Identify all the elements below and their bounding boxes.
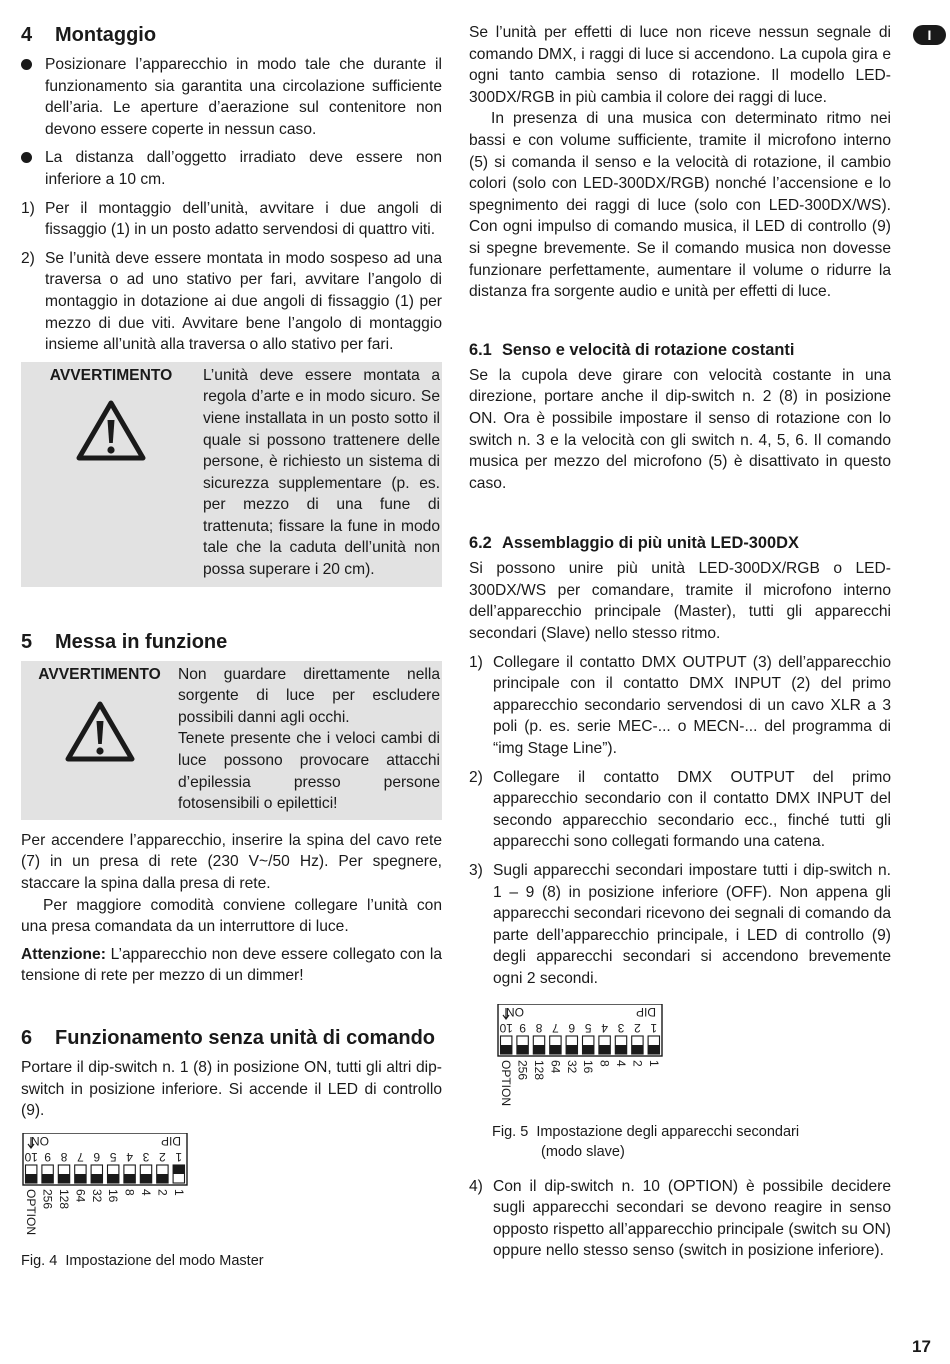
dip-switch-value: 1 [646, 1059, 661, 1067]
dip-switch-knob [566, 1045, 577, 1054]
dip-switch-value: 64 [73, 1188, 88, 1203]
list-item-text: Per il montaggio dell’unità, avvitare i due angoli di fissaggio (1) in un posto adatto servendosi di quattro viti. [45, 199, 442, 239]
paragraph: In presenza di una musica con determinato ritmo nei bassi e con volume sufficiente, tramite il microfono interno (5) si comanda il senso e la velocità di rotazione, il cambio colori (solo con LED-300DX/RGB) nonché l’accensione e lo spegnimento dei raggi di luce (solo con LED-300DX/WS). Con ogni impulso di comando musica, il LED di controllo (9) si spegne brevemente. Se il comando musica non dovesse funzionare perfettamente, aumentare il volume o ridurre la distanza fra sorgente audio e unità per effetti di luce. [469, 110, 891, 301]
section-number: 6.2 [469, 534, 492, 553]
dip-on-label: ON [506, 1004, 524, 1019]
dip-switch-knob [173, 1165, 184, 1174]
dip-switch-diagram [21, 1133, 201, 1243]
dip-switch-value: 2 [155, 1188, 170, 1196]
dip-switch-knob [108, 1174, 119, 1183]
dip-switch-value: 32 [89, 1188, 104, 1203]
dip-switch-knob [583, 1045, 594, 1054]
paragraph: Per accendere l’apparecchio, inserire la spina del cavo rete (7) in un presa di rete (230 V~/50 Hz). Per spegnere, staccare la spina dalla presa di rete. [21, 831, 442, 892]
dip-on-label: ON [31, 1133, 49, 1148]
dip-switch-number: 3 [142, 1149, 150, 1164]
dip-switch-knob [75, 1174, 86, 1183]
caution-text: L’apparecchio non deve essere collegato con la tensione di rete per mezzo di un dimmer! [21, 945, 442, 985]
dip-switch-number: 9 [44, 1149, 51, 1164]
section-number: 6.1 [469, 340, 492, 359]
section-6-heading [21, 1025, 442, 1051]
section-6-2-heading [469, 532, 891, 554]
dip-switch-knob [517, 1045, 528, 1054]
list-item-text: Posizionare l’apparecchio in modo tale che durante il funzionamento sia garantita una circolazione sufficiente dell’aria. Le aperture d’aerazione sul contenitore non devono essere coperte in nessun caso. [45, 56, 442, 138]
list-item-number: 1) [21, 199, 35, 217]
dip-switch-value: 64 [548, 1059, 563, 1073]
language-badge: I [913, 25, 946, 45]
dip-switch-knob [157, 1174, 168, 1183]
dip-switch-number: 6 [568, 1020, 576, 1035]
dip-switch-value: 8 [597, 1059, 612, 1067]
list-item-text: La distanza dall’oggetto irradiato deve essere non inferiore a 10 cm. [45, 149, 442, 188]
bullet-icon [21, 54, 32, 77]
section-title: Messa in funzione [55, 630, 228, 653]
dip-switch-number: 9 [519, 1020, 526, 1035]
section-6-1-heading [469, 339, 891, 361]
dip-switch-number: 5 [584, 1020, 592, 1035]
figure-caption-text: Impostazione del modo Master [65, 1252, 264, 1269]
list-item [469, 1176, 891, 1262]
dip-switch-value: 2 [630, 1059, 645, 1067]
dip-switch-value: OPTION [499, 1059, 514, 1106]
paragraph: Se l’unità per effetti di luce non riceve nessun segnale di comando DMX, i raggi di luce si accendono. La cupola gira e ogni tanto cambia senso di rotazione. Il modello LED-300DX/RGB in più cambia il colore dei raggi di luce. [469, 24, 891, 106]
section-4-heading [21, 22, 442, 48]
dip-switch-number: 2 [159, 1149, 166, 1164]
dip-switch-knob [533, 1045, 544, 1054]
dip-switch-number: 8 [60, 1149, 68, 1164]
dip-switch-knob [124, 1174, 135, 1183]
dip-switch-value: OPTION [24, 1188, 39, 1235]
section-number: 4 [21, 24, 33, 46]
list-item-number: 2) [21, 249, 35, 267]
paragraph: Portare il dip-switch n. 1 (8) in posizione ON, tutti gli altri dip-switch in posizione inferiore. Si accende il LED di controllo (9). [21, 1058, 442, 1120]
dip-switch-number: 4 [601, 1020, 608, 1035]
page-number: 17 [912, 1337, 931, 1356]
dip-switch-value: 32 [564, 1059, 579, 1073]
warning-text: Tenete presente che i veloci cambi di luce possono provocare attacchi d’epilessia presso persone fotosensibili o epilettici! [178, 730, 440, 813]
caution-label: Attenzione: [21, 945, 106, 963]
dip-switch-value: 256 [40, 1188, 55, 1209]
warning-box [21, 661, 442, 820]
paragraph: Se la cupola deve girare con velocità costante in una direzione, portare anche il dip-switch n. 2 (8) in posizione ON. Ora è possibile impostare il senso di rotazione con lo switch n. 3 e la velocità con gli switch n. 4, 5, 6. Il comando musica per mezzo del microfono (5) è disattivato in questo caso. [469, 366, 891, 492]
dip-switch-value: 256 [515, 1059, 530, 1080]
paragraph: Si possono unire più unità LED-300DX/RGB o LED-300DX/WS per comandare, tramite il microfono interno dell’apparecchio principale (Master), tutti gli apparecchi secondari (Slave) nello stesso ritmo. [469, 560, 891, 643]
warning-side [21, 664, 178, 815]
section-number: 5 [21, 630, 33, 653]
dip-switch-figure [21, 1133, 442, 1243]
dip-switch-knob [91, 1174, 102, 1183]
dip-switch-value: 1 [171, 1188, 186, 1196]
dip-switch-value: 4 [139, 1188, 153, 1196]
dip-switch-number: 10 [499, 1020, 513, 1035]
list-item-text: Collegare il contatto DMX OUTPUT del primo apparecchio secondario con il contatto DMX INPUT del secondo apparecchio secondario ecc., finché tutti gli apparecchi sono collegati formando una catena. [493, 768, 891, 851]
list-item-number: 2) [469, 768, 483, 786]
dip-switch-knob [599, 1045, 610, 1054]
figure-label: Fig. 5 [492, 1123, 529, 1140]
dip-switch-figure [496, 1004, 891, 1114]
warning-label: AVVERTIMENTO [38, 665, 161, 683]
list-item-number: 3) [469, 862, 483, 879]
dip-switch-number: 4 [126, 1149, 133, 1164]
dip-switch-number: 3 [617, 1020, 625, 1035]
warning-text: Non guardare direttamente nella sorgente di luce per escludere possibili danni agli occhi. [178, 665, 440, 726]
bullet-icon [21, 147, 32, 170]
dip-switch-value: 16 [581, 1059, 596, 1073]
warning-side [21, 365, 201, 581]
list-item [21, 198, 442, 241]
section-title: Senso e velocità di rotazione costanti [502, 340, 795, 359]
figure-caption [21, 1251, 442, 1271]
warning-label: AVVERTIMENTO [49, 366, 173, 384]
list-item [21, 248, 442, 356]
section-title: Funzionamento senza unità di comando [55, 1026, 436, 1049]
list-item [469, 767, 891, 853]
dip-label: DIP [635, 1004, 656, 1019]
dip-switch-knob [42, 1174, 53, 1183]
list-item [469, 860, 891, 990]
list-item-text: Se l’unità deve essere montata in modo sospeso ad una traversa o ad uno stativo per fari, avvitare l’angolo di montaggio in dotazione ai due angoli di fissaggio (1) per mezzo di due viti. Avvitare bene l’angolo di montaggio insieme all’unità alla traversa o allo stativo per fari. [45, 249, 442, 354]
right-column [469, 22, 891, 1269]
section-number: 6 [21, 1026, 33, 1049]
dip-switch-knob [648, 1045, 659, 1054]
dip-switch-value: 8 [122, 1188, 137, 1196]
warning-box [21, 362, 442, 587]
dip-switch-number: 6 [93, 1149, 101, 1164]
dip-switch-knob [550, 1045, 561, 1054]
warning-triangle-icon [64, 699, 136, 763]
warning-text-block [178, 664, 442, 815]
dip-switch-value: 128 [532, 1059, 546, 1080]
dip-switch-diagram [496, 1004, 676, 1114]
figure-caption-text: Impostazione degli apparecchi secondari [536, 1123, 800, 1140]
list-item [469, 652, 891, 760]
list-item-number: 1) [469, 653, 483, 671]
dip-switch-value: 16 [106, 1188, 121, 1203]
figure-caption [469, 1122, 891, 1162]
paragraph: Per maggiore comodità conviene collegare l’unità con una presa comandata da un interruttore di luce. [21, 896, 442, 936]
figure-label: Fig. 4 [21, 1252, 58, 1269]
list-item-number: 4) [469, 1177, 483, 1195]
list-item-text: Con il dip-switch n. 10 (OPTION) è possibile decidere sugli apparecchi secondari se devono reagire in senso opposto rispetto all’apparecchio principale (switch su ON) oppure nello stesso senso (switch in posizione inferiore). [493, 1177, 891, 1260]
section-title: Assemblaggio di più unità LED-300DX [502, 534, 799, 553]
list-item [21, 54, 442, 140]
dip-switch-number: 8 [535, 1020, 543, 1035]
dip-switch-value: 128 [57, 1188, 71, 1209]
dip-switch-value: 4 [614, 1059, 628, 1067]
dip-label: DIP [160, 1133, 181, 1148]
dip-switch-knob [58, 1174, 69, 1183]
warning-triangle-icon [75, 398, 147, 462]
list-item-text: Sugli apparecchi secondari impostare tutti i dip-switch n. 1 – 9 (8) in posizione inferiore (OFF). Non appena gli apparecchi secondari ricevono dei segnali di comando da parte dell’apparecchio principale, i LED di controllo (9) degli apparecchi secondari si accendono brevemente ogni 2 secondi. [493, 862, 891, 987]
dip-switch-knob [501, 1045, 512, 1054]
dip-switch-number: 10 [24, 1149, 38, 1164]
figure-caption-text: (modo slave) [541, 1143, 625, 1160]
list-item [21, 147, 442, 190]
dip-switch-number: 2 [634, 1020, 641, 1035]
dip-switch-number: 7 [77, 1149, 84, 1164]
dip-switch-knob [632, 1045, 643, 1054]
warning-text: L’unità deve essere montata a regola d’arte e in modo sicuro. Se viene installata in un posto sotto il quale si possono trattenere delle persone, è richiesto un sistema di sicurezza supplementare (p. es. per mezzo di una fune di trattenuta; fissare la fune in modo tale che la caduta dell’unità non possa superare i 20 cm). [203, 366, 440, 579]
dip-switch-knob [615, 1045, 626, 1054]
dip-switch-number: 1 [175, 1149, 183, 1164]
section-title: Montaggio [55, 24, 157, 46]
dip-switch-number: 7 [552, 1020, 559, 1035]
left-column [21, 22, 442, 1271]
dip-switch-knob [140, 1174, 151, 1183]
dip-switch-knob [26, 1174, 37, 1183]
dip-switch-number: 1 [650, 1020, 658, 1035]
paragraph-caution [21, 944, 442, 987]
list-item-text: Collegare il contatto DMX OUTPUT (3) dell’apparecchio principale con il contatto DMX INPUT (2) del primo apparecchio secondario servendosi di un cavo XLR a 3 poli (p. es. serie MEC-... o MECN-... del programma di “img Stage Line”). [493, 653, 891, 758]
dip-switch-number: 5 [109, 1149, 117, 1164]
section-5-heading [21, 629, 442, 655]
